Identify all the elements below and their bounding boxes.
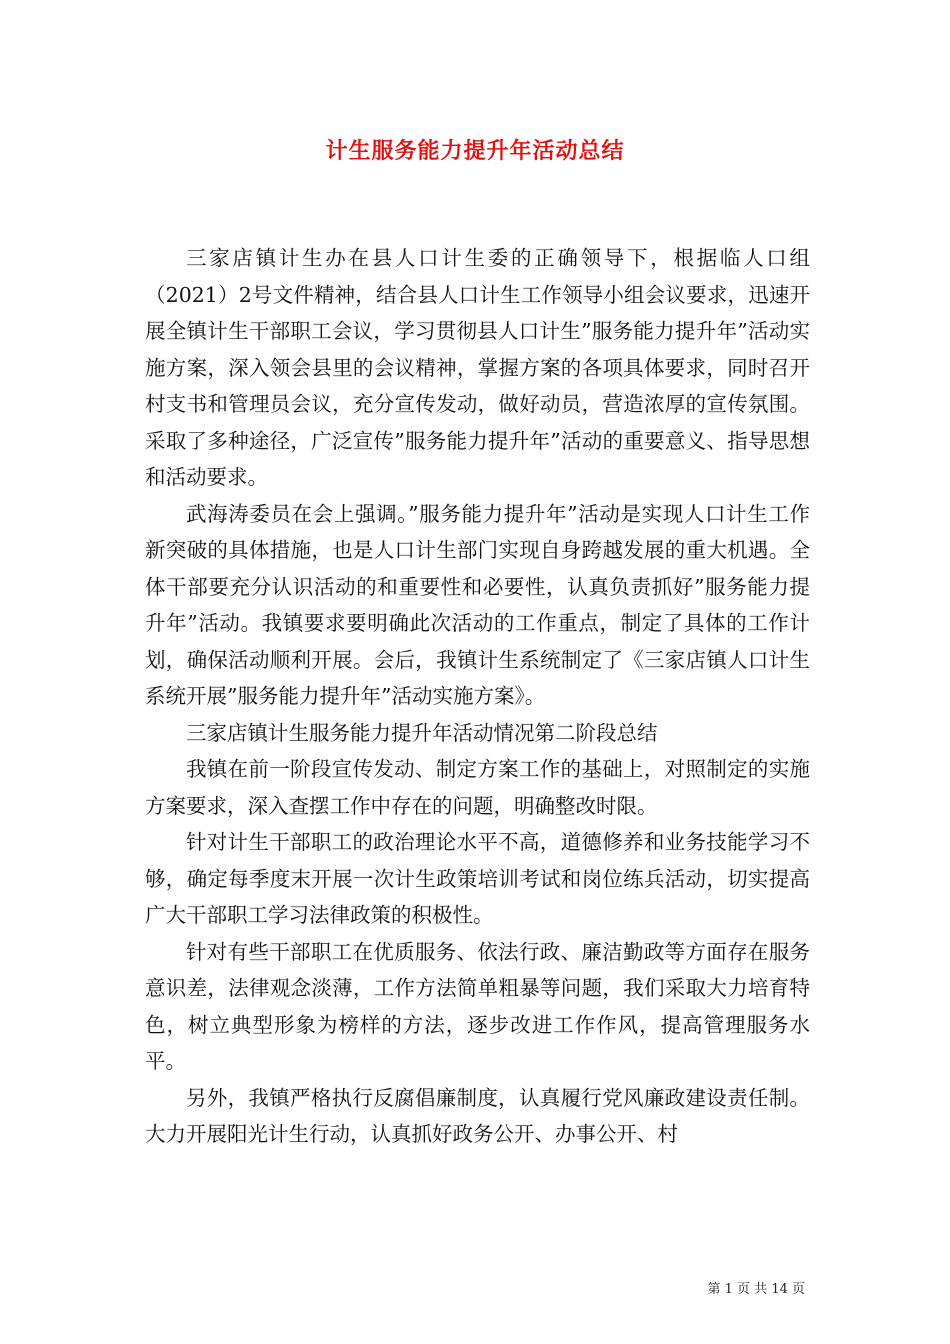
- paragraph: 针对有些干部职工在优质服务、依法行政、廉洁勤政等方面存在服务意识差，法律观念淡薄，工作方法简单粗暴等问题，我们采取大力培育特色，树立典型形象为榜样的方法，逐步改进工作作风，提高管理服务水平。: [145, 939, 810, 1073]
- page-number: 第 1 页 共 14 页: [707, 1282, 805, 1297]
- paragraph: 武海涛委员在会上强调。”服务能力提升年”活动是实现人口计生工作新突破的具体措施，也是人口计生部门实现自身跨越发展的重大机遇。全体干部要充分认识活动的和重要性和必要性，认真负责抓好”服务能力提升年”活动。我镇要求要明确此次活动的工作重点，制定了具体的工作计划，确保活动顺利开展。会后，我镇计生系统制定了《三家店镇人口计生系统开展”服务能力提升年”活动实施方案》。: [145, 501, 810, 708]
- paragraph: 另外，我镇严格执行反腐倡廉制度，认真履行党风廉政建设责任制。大力开展阳光计生行动，认真抓好政务公开、办事公开、村: [145, 1085, 810, 1146]
- paragraph: 三家店镇计生办在县人口计生委的正确领导下，根据临人口组（2021）2号文件精神，结合县人口计生工作领导小组会议要求，迅速开展全镇计生干部职工会议，学习贯彻县人口计生”服务能力提升年”活动实施方案，深入领会县里的会议精神，掌握方案的各项具体要求，同时召开村支书和管理员会议，充分宣传发动，做好动员，营造浓厚的宣传氛围。采取了多种途径，广泛宣传”服务能力提升年”活动的重要意义、指导思想和活动要求。: [145, 246, 810, 489]
- section-subheading: 三家店镇计生服务能力提升年活动情况第二阶段总结: [186, 720, 658, 745]
- paragraph: 针对计生干部职工的政治理论水平不高，道德修养和业务技能学习不够，确定每季度末开展一次计生政策培训考试和岗位练兵活动，切实提高广大干部职工学习法律政策的积极性。: [145, 830, 810, 927]
- document-title: 计生服务能力提升年活动总结: [325, 138, 625, 164]
- paragraph: 我镇在前一阶段宣传发动、制定方案工作的基础上，对照制定的实施方案要求，深入查摆工作中存在的问题，明确整改时限。: [145, 757, 810, 818]
- document-body: [145, 240, 810, 1153]
